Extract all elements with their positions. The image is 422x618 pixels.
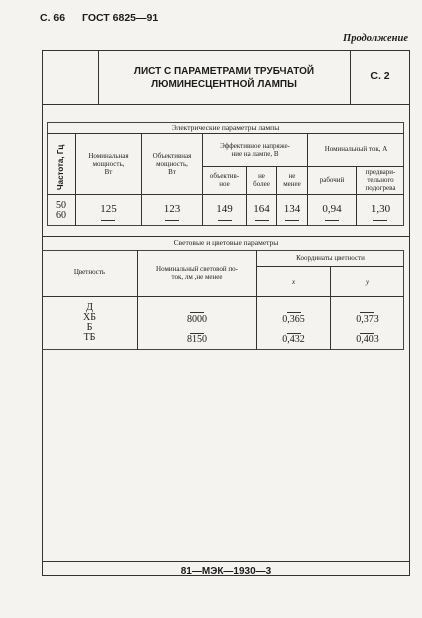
footer-code: 81—МЭК—1930—3 — [180, 566, 272, 577]
subheader-divider — [202, 166, 404, 167]
voltage-min-subheader: не менее — [283, 172, 301, 188]
current-working-dash — [325, 220, 339, 221]
sheet-title-line2: ЛЮМИНЕСЦЕНТНОЙ ЛАМПЫ — [151, 79, 297, 90]
footer-divider — [42, 561, 410, 562]
continuation-label: Продолжение — [343, 33, 408, 44]
freq-value-50: 50 — [56, 200, 66, 211]
nominal-power-header: Номинальная мощность, Вт — [88, 152, 129, 176]
coords-subheader-divider — [256, 266, 404, 267]
objective-power-dash — [165, 220, 179, 221]
current-working-value: 0,94 — [322, 203, 342, 215]
x-dash — [287, 312, 301, 313]
x-value-hb: 0,365 — [282, 314, 305, 325]
voltage-min-value: 134 — [283, 203, 301, 215]
coords-header: Координаты цветности — [296, 254, 365, 262]
coord-x-header: x — [291, 278, 296, 286]
y-value-hb: 0,373 — [356, 314, 379, 325]
list-item: ТБ — [83, 332, 96, 343]
section-divider — [42, 236, 410, 237]
voltage-max-value: 164 — [253, 203, 270, 215]
voltage-max-subheader: не более — [253, 172, 270, 188]
title-box-left-border — [98, 50, 99, 104]
coord-y-header: y — [365, 278, 370, 286]
list-item: Д — [86, 302, 93, 313]
light-caption: Световые и цветовые параметры — [173, 238, 279, 247]
flux-value-hb: 8000 — [187, 314, 207, 325]
voltage-objective-value: 149 — [216, 203, 233, 215]
current-preheat-dash — [373, 220, 387, 221]
current-working-subheader: рабочий — [319, 176, 345, 184]
voltage-objective-dash — [218, 220, 232, 221]
current-preheat-value: 1,30 — [370, 203, 391, 215]
y-dash — [360, 312, 374, 313]
freq-header: Частота, Гц — [56, 144, 65, 190]
objective-power-header: Объективная мощность, Вт — [152, 152, 192, 176]
list-item: ХБ — [83, 312, 96, 323]
sheet-title-line1: ЛИСТ С ПАРАМЕТРАМИ ТРУБЧАТОЙ — [133, 66, 315, 77]
sheet-number: С. 2 — [370, 70, 390, 82]
flux-dash — [190, 312, 204, 313]
voltage-objective-subheader: объектив- ное — [209, 172, 240, 188]
electrical-caption: Электрические параметры лампы — [171, 123, 280, 132]
voltage-header: Эффективное напряже- ние на лампе, В — [220, 142, 290, 158]
current-preheat-subheader: предвари- тельного подогрева — [365, 168, 396, 192]
objective-power-value: 123 — [163, 203, 181, 215]
nominal-power-dash — [101, 220, 115, 221]
standard-code: ГОСТ 6825—91 — [82, 12, 159, 24]
current-header: Номинальный ток, А — [324, 145, 388, 153]
light-header-divider — [42, 296, 404, 297]
title-box-bottom-border — [42, 104, 410, 105]
flux-header: Номинальный световой по- ток, лм ,не менее — [156, 265, 238, 281]
page-number: С. 66 — [40, 12, 66, 24]
flux-value-tb: 8150 — [187, 334, 207, 345]
nominal-power-value: 125 — [100, 203, 117, 215]
y-value-tb: 0,403 — [356, 334, 379, 345]
voltage-min-dash — [285, 220, 299, 221]
color-values — [42, 303, 137, 343]
x-value-tb: 0,432 — [282, 334, 305, 345]
list-item: Б — [86, 322, 93, 333]
electrical-caption-divider — [47, 133, 404, 134]
voltage-max-dash — [255, 220, 269, 221]
header-bottom-divider — [47, 194, 404, 195]
freq-value-60: 60 — [56, 210, 66, 221]
color-header: Цветность — [73, 268, 106, 276]
